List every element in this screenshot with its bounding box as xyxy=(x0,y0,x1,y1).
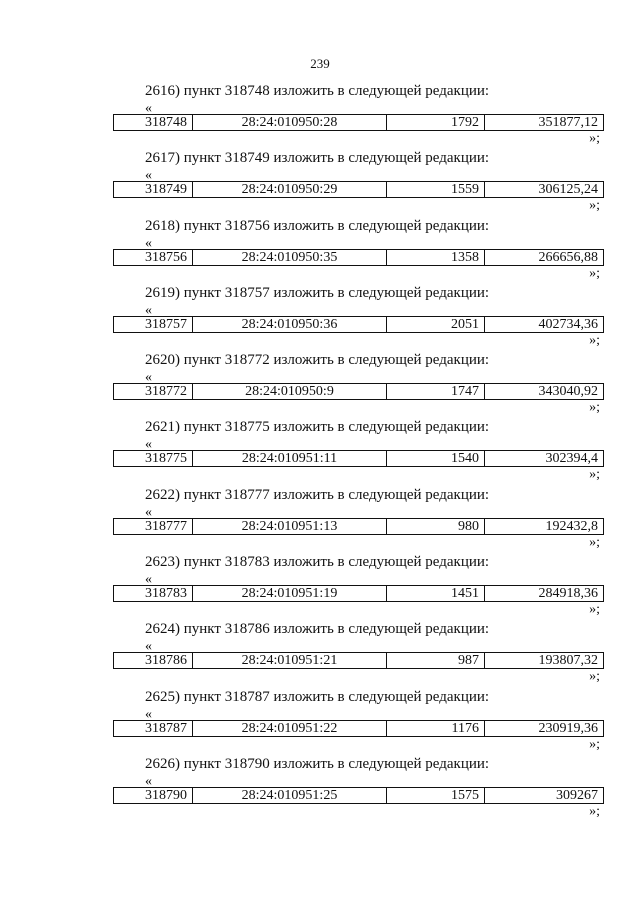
amendment-heading: 2619) пункт 318757 изложить в следующей редакции: xyxy=(145,284,490,301)
table-row xyxy=(114,720,604,736)
cadastral-number-cell: 28:24:010950:9 xyxy=(193,384,387,400)
table-row xyxy=(114,586,604,602)
closing-quote: »; xyxy=(589,198,600,214)
item-number-cell: 318748 xyxy=(114,115,193,131)
table-row xyxy=(114,249,604,265)
closing-quote: »; xyxy=(589,534,600,550)
page-number: 239 xyxy=(310,56,330,71)
amendment-entry xyxy=(0,688,640,755)
cadastral-number-cell: 28:24:010951:25 xyxy=(193,787,387,803)
closing-quote: »; xyxy=(589,803,600,819)
amendment-list xyxy=(0,82,640,822)
amendment-table xyxy=(113,316,604,333)
value-cell: 309267 xyxy=(485,787,604,803)
amendment-entry xyxy=(0,149,640,216)
opening-quote: « xyxy=(145,572,152,588)
opening-quote: « xyxy=(145,437,152,453)
item-number-cell: 318772 xyxy=(114,384,193,400)
closing-quote: »; xyxy=(589,265,600,281)
amendment-heading: 2623) пункт 318783 изложить в следующей редакции: xyxy=(145,554,490,571)
table-row xyxy=(114,182,604,198)
value-cell: 266656,88 xyxy=(485,249,604,265)
area-cell: 1176 xyxy=(387,720,485,736)
opening-quote: « xyxy=(145,302,152,318)
item-number-cell: 318787 xyxy=(114,720,193,736)
amendment-table xyxy=(113,383,604,400)
opening-quote: « xyxy=(145,168,152,184)
closing-quote: »; xyxy=(589,736,600,752)
amendment-entry xyxy=(0,486,640,553)
table-row xyxy=(114,384,604,400)
closing-quote: »; xyxy=(589,332,600,348)
area-cell: 1451 xyxy=(387,586,485,602)
amendment-heading: 2624) пункт 318786 изложить в следующей редакции: xyxy=(145,621,490,638)
closing-quote: »; xyxy=(589,400,600,416)
amendment-entry xyxy=(0,620,640,687)
area-cell: 1575 xyxy=(387,787,485,803)
area-cell: 987 xyxy=(387,653,485,669)
opening-quote: « xyxy=(145,706,152,722)
amendment-table xyxy=(113,652,604,669)
opening-quote: « xyxy=(145,639,152,655)
cadastral-number-cell: 28:24:010950:36 xyxy=(193,316,387,332)
value-cell: 192432,8 xyxy=(485,518,604,534)
closing-quote: »; xyxy=(589,602,600,618)
cadastral-number-cell: 28:24:010950:35 xyxy=(193,249,387,265)
amendment-heading: 2618) пункт 318756 изложить в следующей редакции: xyxy=(145,217,490,234)
table-row xyxy=(114,115,604,131)
closing-quote: »; xyxy=(589,131,600,146)
item-number-cell: 318783 xyxy=(114,586,193,602)
amendment-entry xyxy=(0,553,640,620)
amendment-heading: 2626) пункт 318790 изложить в следующей редакции: xyxy=(145,755,490,772)
area-cell: 980 xyxy=(387,518,485,534)
amendment-table xyxy=(113,720,604,737)
amendment-entry xyxy=(0,351,640,418)
cadastral-number-cell: 28:24:010951:21 xyxy=(193,653,387,669)
item-number-cell: 318756 xyxy=(114,249,193,265)
area-cell: 1559 xyxy=(387,182,485,198)
cadastral-number-cell: 28:24:010951:22 xyxy=(193,720,387,736)
amendment-entry xyxy=(0,82,640,149)
amendment-table xyxy=(113,249,604,266)
table-row xyxy=(114,316,604,332)
table-row xyxy=(114,518,604,534)
opening-quote: « xyxy=(145,504,152,520)
area-cell: 2051 xyxy=(387,316,485,332)
value-cell: 306125,24 xyxy=(485,182,604,198)
amendment-table xyxy=(113,181,604,198)
value-cell: 343040,92 xyxy=(485,384,604,400)
cadastral-number-cell: 28:24:010950:28 xyxy=(193,115,387,131)
amendment-table xyxy=(113,114,604,131)
closing-quote: »; xyxy=(589,669,600,685)
item-number-cell: 318749 xyxy=(114,182,193,198)
cadastral-number-cell: 28:24:010951:11 xyxy=(193,451,387,467)
cadastral-number-cell: 28:24:010951:13 xyxy=(193,518,387,534)
item-number-cell: 318786 xyxy=(114,653,193,669)
item-number-cell: 318790 xyxy=(114,787,193,803)
value-cell: 284918,36 xyxy=(485,586,604,602)
amendment-table xyxy=(113,585,604,602)
value-cell: 230919,36 xyxy=(485,720,604,736)
amendment-entry xyxy=(0,284,640,351)
item-number-cell: 318775 xyxy=(114,451,193,467)
amendment-heading: 2617) пункт 318749 изложить в следующей редакции: xyxy=(145,150,490,167)
amendment-heading: 2622) пункт 318777 изложить в следующей редакции: xyxy=(145,486,490,503)
area-cell: 1792 xyxy=(387,115,485,131)
table-row xyxy=(114,451,604,467)
item-number-cell: 318757 xyxy=(114,316,193,332)
amendment-entry xyxy=(0,755,640,822)
opening-quote: « xyxy=(145,101,152,116)
amendment-entry xyxy=(0,217,640,284)
closing-quote: »; xyxy=(589,467,600,483)
opening-quote: « xyxy=(145,235,152,251)
table-row xyxy=(114,787,604,803)
amendment-heading: 2621) пункт 318775 изложить в следующей редакции: xyxy=(145,419,490,436)
area-cell: 1358 xyxy=(387,249,485,265)
amendment-table xyxy=(113,450,604,467)
opening-quote: « xyxy=(145,370,152,386)
value-cell: 402734,36 xyxy=(485,316,604,332)
cadastral-number-cell: 28:24:010951:19 xyxy=(193,586,387,602)
amendment-table xyxy=(113,787,604,804)
amendment-heading: 2616) пункт 318748 изложить в следующей редакции: xyxy=(145,83,490,99)
amendment-heading: 2625) пункт 318787 изложить в следующей редакции: xyxy=(145,688,490,705)
value-cell: 302394,4 xyxy=(485,451,604,467)
cadastral-number-cell: 28:24:010950:29 xyxy=(193,182,387,198)
item-number-cell: 318777 xyxy=(114,518,193,534)
amendment-entry xyxy=(0,418,640,485)
area-cell: 1747 xyxy=(387,384,485,400)
value-cell: 351877,12 xyxy=(485,115,604,131)
value-cell: 193807,32 xyxy=(485,653,604,669)
amendment-heading: 2620) пункт 318772 изложить в следующей редакции: xyxy=(145,352,490,369)
area-cell: 1540 xyxy=(387,451,485,467)
table-row xyxy=(114,653,604,669)
opening-quote: « xyxy=(145,773,152,789)
amendment-table xyxy=(113,518,604,535)
